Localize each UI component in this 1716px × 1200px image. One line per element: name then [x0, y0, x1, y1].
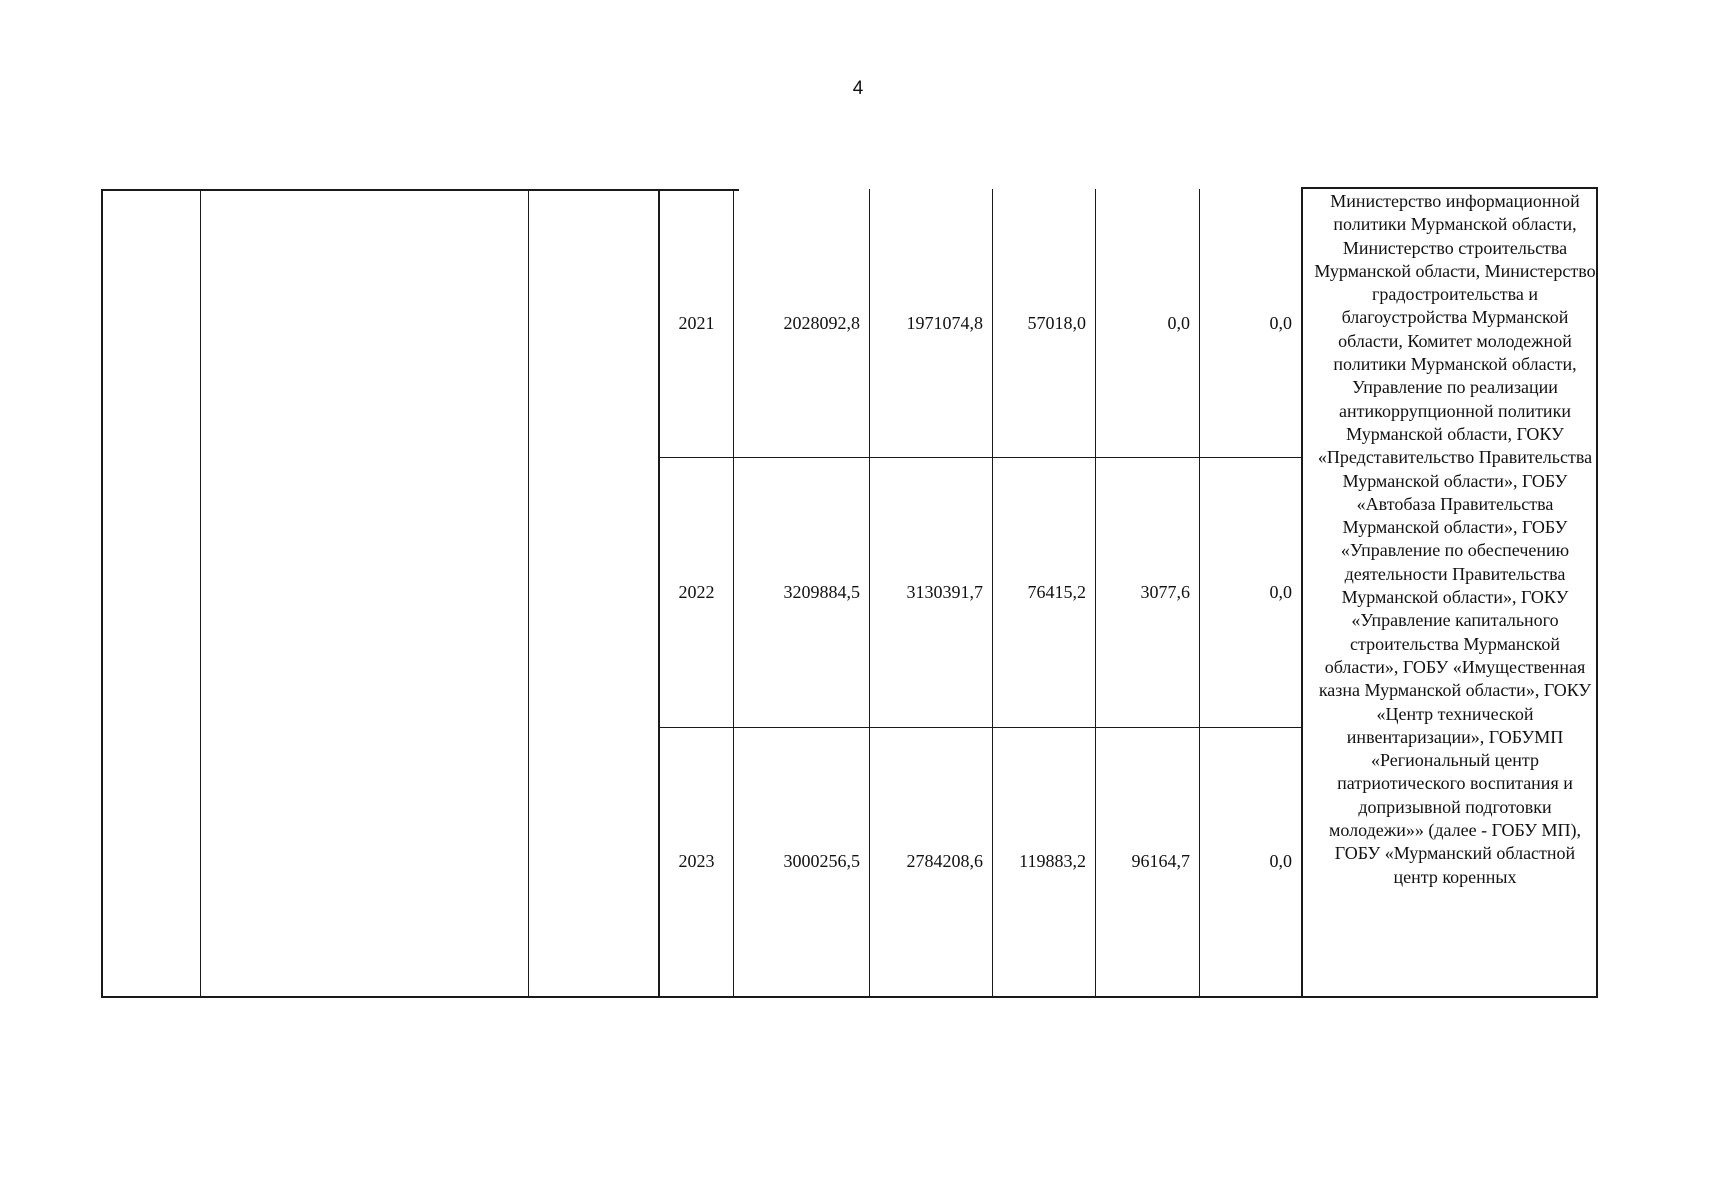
table-top-border	[101, 189, 739, 191]
value-cell: 96164,7	[1131, 851, 1190, 871]
executors-cell: Министерство информационной политики Мурманской области, Министерство строительства Мурманской области, Министерство градостроительства и благоустройства Мурманской области, Комитет молодежной политики Мурманской области, Управление по реализации антикоррупционной политики Мурманской области, ГОКУ «Представительство Правительства Мурманской области», ГОБУ «Автобаза Правительства Мурманской области», ГОБУ «Управление по обеспечению деятельности Правительства Мурманской области», ГОКУ «Управление капитального строительства Мурманской области», ГОБУ «Имущественная казна Мурманской области», ГОКУ «Центр технической инвентаризации», ГОБУМП «Региональный центр патриотического воспитания и допризывной подготовки молодежи»» (далее - ГОБУ МП), ГОБУ «Мурманский областной центр коренных	[1314, 191, 1596, 887]
year-cell: 2022	[678, 582, 715, 602]
table-bottom-border	[101, 996, 1598, 998]
value-cell: 0,0	[1269, 313, 1292, 333]
year-cell: 2023	[678, 851, 715, 871]
row-divider-2	[659, 727, 1302, 728]
col-border-2	[528, 189, 529, 998]
value-cell: 119883,2	[1019, 851, 1086, 871]
row-divider-1	[659, 457, 1302, 458]
col-border-9	[1301, 187, 1303, 998]
col-border-0	[101, 189, 103, 998]
total-cell: 3000256,5	[783, 851, 860, 871]
executors-top-border	[1302, 187, 1598, 189]
year-cell: 2021	[678, 313, 715, 333]
value-cell: 57018,0	[1027, 313, 1086, 333]
value-cell: 0,0	[1269, 582, 1292, 602]
value-cell: 3130391,7	[906, 582, 983, 602]
total-cell: 3209884,5	[783, 582, 860, 602]
value-cell: 0,0	[1269, 851, 1292, 871]
value-cell: 0,0	[1167, 313, 1190, 333]
page-number: 4	[852, 78, 864, 99]
value-cell: 76415,2	[1027, 582, 1086, 602]
col-border-10	[1596, 187, 1598, 998]
total-cell: 2028092,8	[783, 313, 860, 333]
col-border-1	[200, 189, 201, 998]
value-cell: 1971074,8	[906, 313, 983, 333]
value-cell: 3077,6	[1140, 582, 1190, 602]
value-cell: 2784208,6	[906, 851, 983, 871]
